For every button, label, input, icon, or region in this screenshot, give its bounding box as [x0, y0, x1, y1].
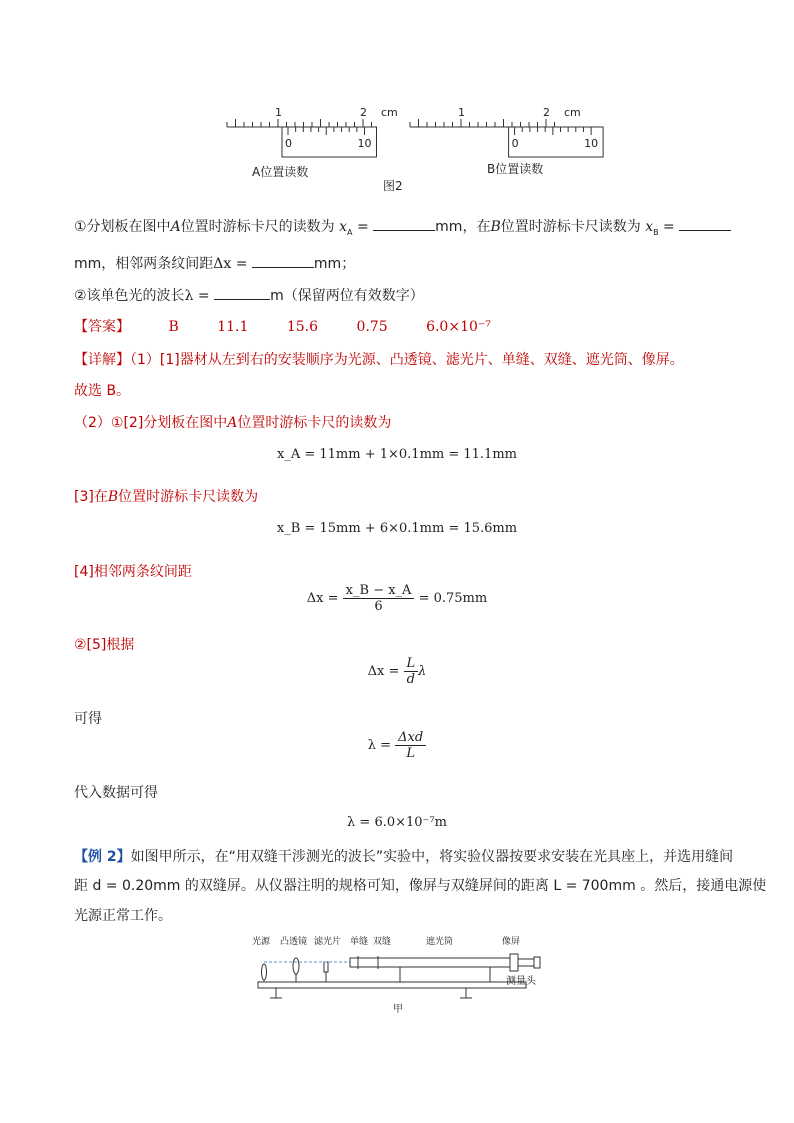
step-3-b: B — [107, 489, 119, 505]
caliper-a — [227, 106, 398, 157]
measuring-head-icon — [518, 959, 534, 966]
eq-lambda-num: Δxd — [395, 730, 426, 746]
apparatus-label: 单缝 — [350, 937, 369, 947]
apparatus-label: 滤光片 — [314, 937, 342, 947]
example-2-label: 【例 2】 — [74, 849, 131, 865]
eq-lambda-den: L — [406, 746, 416, 761]
q1-unit-2: mm，相邻两条纹间距 — [74, 256, 214, 272]
light-shield-tube — [350, 958, 514, 967]
step-7: 代入数据可得 — [74, 785, 158, 801]
equation-lambda — [0, 730, 794, 761]
step-3-pre: [3]在 — [74, 489, 108, 505]
q1-text: ①分划板在图中 — [74, 219, 171, 235]
vernier-label-10: 10 — [357, 137, 372, 150]
eq-dx-rhs: = 0.75mm — [414, 591, 488, 606]
eq-dx-fraction — [343, 583, 415, 614]
main-label-1: 1 — [275, 106, 282, 119]
unit-label: cm — [564, 106, 581, 119]
unit-label: cm — [381, 106, 398, 119]
equation-dx — [0, 583, 794, 614]
apparatus-label: 遮光筒 — [426, 937, 454, 947]
eq-formula-den: d — [406, 672, 415, 687]
q1-text-2: 位置时游标卡尺的读数为 — [180, 219, 335, 235]
q1-text-3: 位置时游标卡尺读数为 — [500, 219, 641, 235]
question-2 — [74, 285, 424, 305]
var-xb: x — [645, 219, 654, 235]
main-label-1: 1 — [458, 106, 465, 119]
question-1-line-1 — [74, 216, 731, 237]
step-3 — [74, 486, 258, 506]
choose-line: 故选 B。 — [74, 383, 131, 399]
eq-dx-num: x_B − x_A — [343, 583, 415, 599]
q2-text: ②该单色光的波长 — [74, 288, 185, 304]
sub-a: A — [347, 227, 353, 237]
measuring-head-label: 测量头 — [506, 976, 536, 987]
light-source-icon — [262, 964, 267, 980]
step-5: ②[5]根据 — [74, 637, 135, 653]
label-a: A — [170, 219, 181, 235]
eq-dx-den: 6 — [374, 599, 383, 614]
apparatus-label: 光源 — [252, 937, 271, 947]
answer-value-4: 0.75 — [356, 319, 388, 335]
q1-unit-1: mm，在 — [435, 219, 491, 235]
sub-b: B — [653, 227, 659, 237]
blank-xa[interactable] — [373, 230, 435, 231]
eq-formula-num: L — [404, 656, 419, 672]
var-xa: x — [339, 219, 348, 235]
step-3-post: 位置时游标卡尺读数为 — [118, 489, 259, 505]
vernier-label-0: 0 — [511, 137, 519, 150]
example-2-line-1 — [74, 846, 733, 866]
caliper-b-caption: B位置读数 — [487, 162, 544, 176]
step-4: [4]相邻两条纹间距 — [74, 564, 192, 580]
step-6: 可得 — [74, 711, 102, 727]
equation-formula — [0, 656, 794, 687]
convex-lens-icon — [293, 958, 299, 974]
equation-result: λ = 6.0×10⁻⁷m — [347, 815, 447, 830]
apparatus-label: 凸透镜 — [280, 937, 308, 947]
eq-formula-fraction — [404, 656, 419, 687]
optical-rail — [258, 982, 526, 988]
answer-line — [74, 316, 491, 336]
equation-xa: x_A = 11mm + 1×0.1mm = 11.1mm — [277, 447, 517, 462]
example-2-line-2: 距 d = 0.20mm 的双缝屏。从仪器注明的规格可知，像屏与双缝屏间的距离 L = 700mm 。然后，接通电源使 — [74, 878, 767, 894]
step-2-a: A — [227, 415, 238, 431]
question-1-line-2 — [74, 253, 355, 273]
caliper-b — [410, 106, 603, 157]
blank-lambda[interactable] — [214, 299, 270, 300]
eq-dx-lhs: Δx = — [306, 591, 343, 606]
step-2-post: 位置时游标卡尺的读数为 — [237, 415, 392, 431]
vernier-label-0: 0 — [285, 137, 292, 150]
eq-sign-2: = — [658, 219, 680, 235]
label-b: B — [490, 219, 501, 235]
blank-dx[interactable] — [252, 267, 314, 268]
lambda-label: λ = — [184, 288, 215, 304]
example-2-line-3: 光源正常工作。 — [74, 908, 172, 924]
dx-label: Δx = — [213, 256, 252, 272]
filter-icon — [324, 962, 328, 972]
apparatus-label: 双缝 — [373, 937, 392, 947]
eq-sign: = — [352, 219, 374, 235]
vernier-label-10: 10 — [584, 137, 599, 150]
answer-value-3: 15.6 — [286, 319, 318, 335]
step-2 — [74, 412, 391, 432]
equation-xb: x_B = 15mm + 6×0.1mm = 15.6mm — [276, 521, 518, 536]
screen-icon — [510, 954, 518, 971]
apparatus-labels — [252, 935, 520, 947]
eq-formula-lhs: Δx = — [367, 664, 404, 679]
detail-text: （1）[1]器材从左到右的安装顺序为光源、凸透镜、滤光片、单缝、双缝、遮光筒、像屏。 — [130, 352, 684, 368]
answer-value-2: 11.1 — [217, 319, 249, 335]
detail-label: 【详解】 — [74, 352, 130, 368]
step-2-pre: （2）①[2]分划板在图中 — [74, 415, 228, 431]
eq-lambda-fraction — [395, 730, 426, 761]
main-label-2: 2 — [543, 106, 550, 119]
apparatus-caption: 甲 — [393, 1004, 403, 1015]
answer-label: 【答案】 — [74, 319, 130, 335]
q1-unit-3: mm； — [313, 256, 356, 272]
eq-lambda-lhs: λ = — [367, 738, 396, 753]
caliper-a-caption: A位置读数 — [252, 165, 309, 179]
figure-2-caption: 图2 — [383, 179, 403, 193]
main-label-2: 2 — [360, 106, 367, 119]
q2-unit: m（保留两位有效数字） — [270, 288, 424, 304]
example-2-text-1: 如图甲所示，在“用双缝干涉测光的波长”实验中，将实验仪器按要求安装在光具座上，并选用缝间 — [130, 849, 734, 865]
detail-line — [74, 349, 684, 369]
answer-value-1: B — [168, 319, 179, 335]
apparatus-label: 像屏 — [502, 937, 521, 947]
eq-formula-rhs: λ — [418, 664, 427, 679]
answer-value-5: 6.0×10⁻⁷ — [426, 319, 491, 335]
blank-xb[interactable] — [679, 230, 731, 231]
